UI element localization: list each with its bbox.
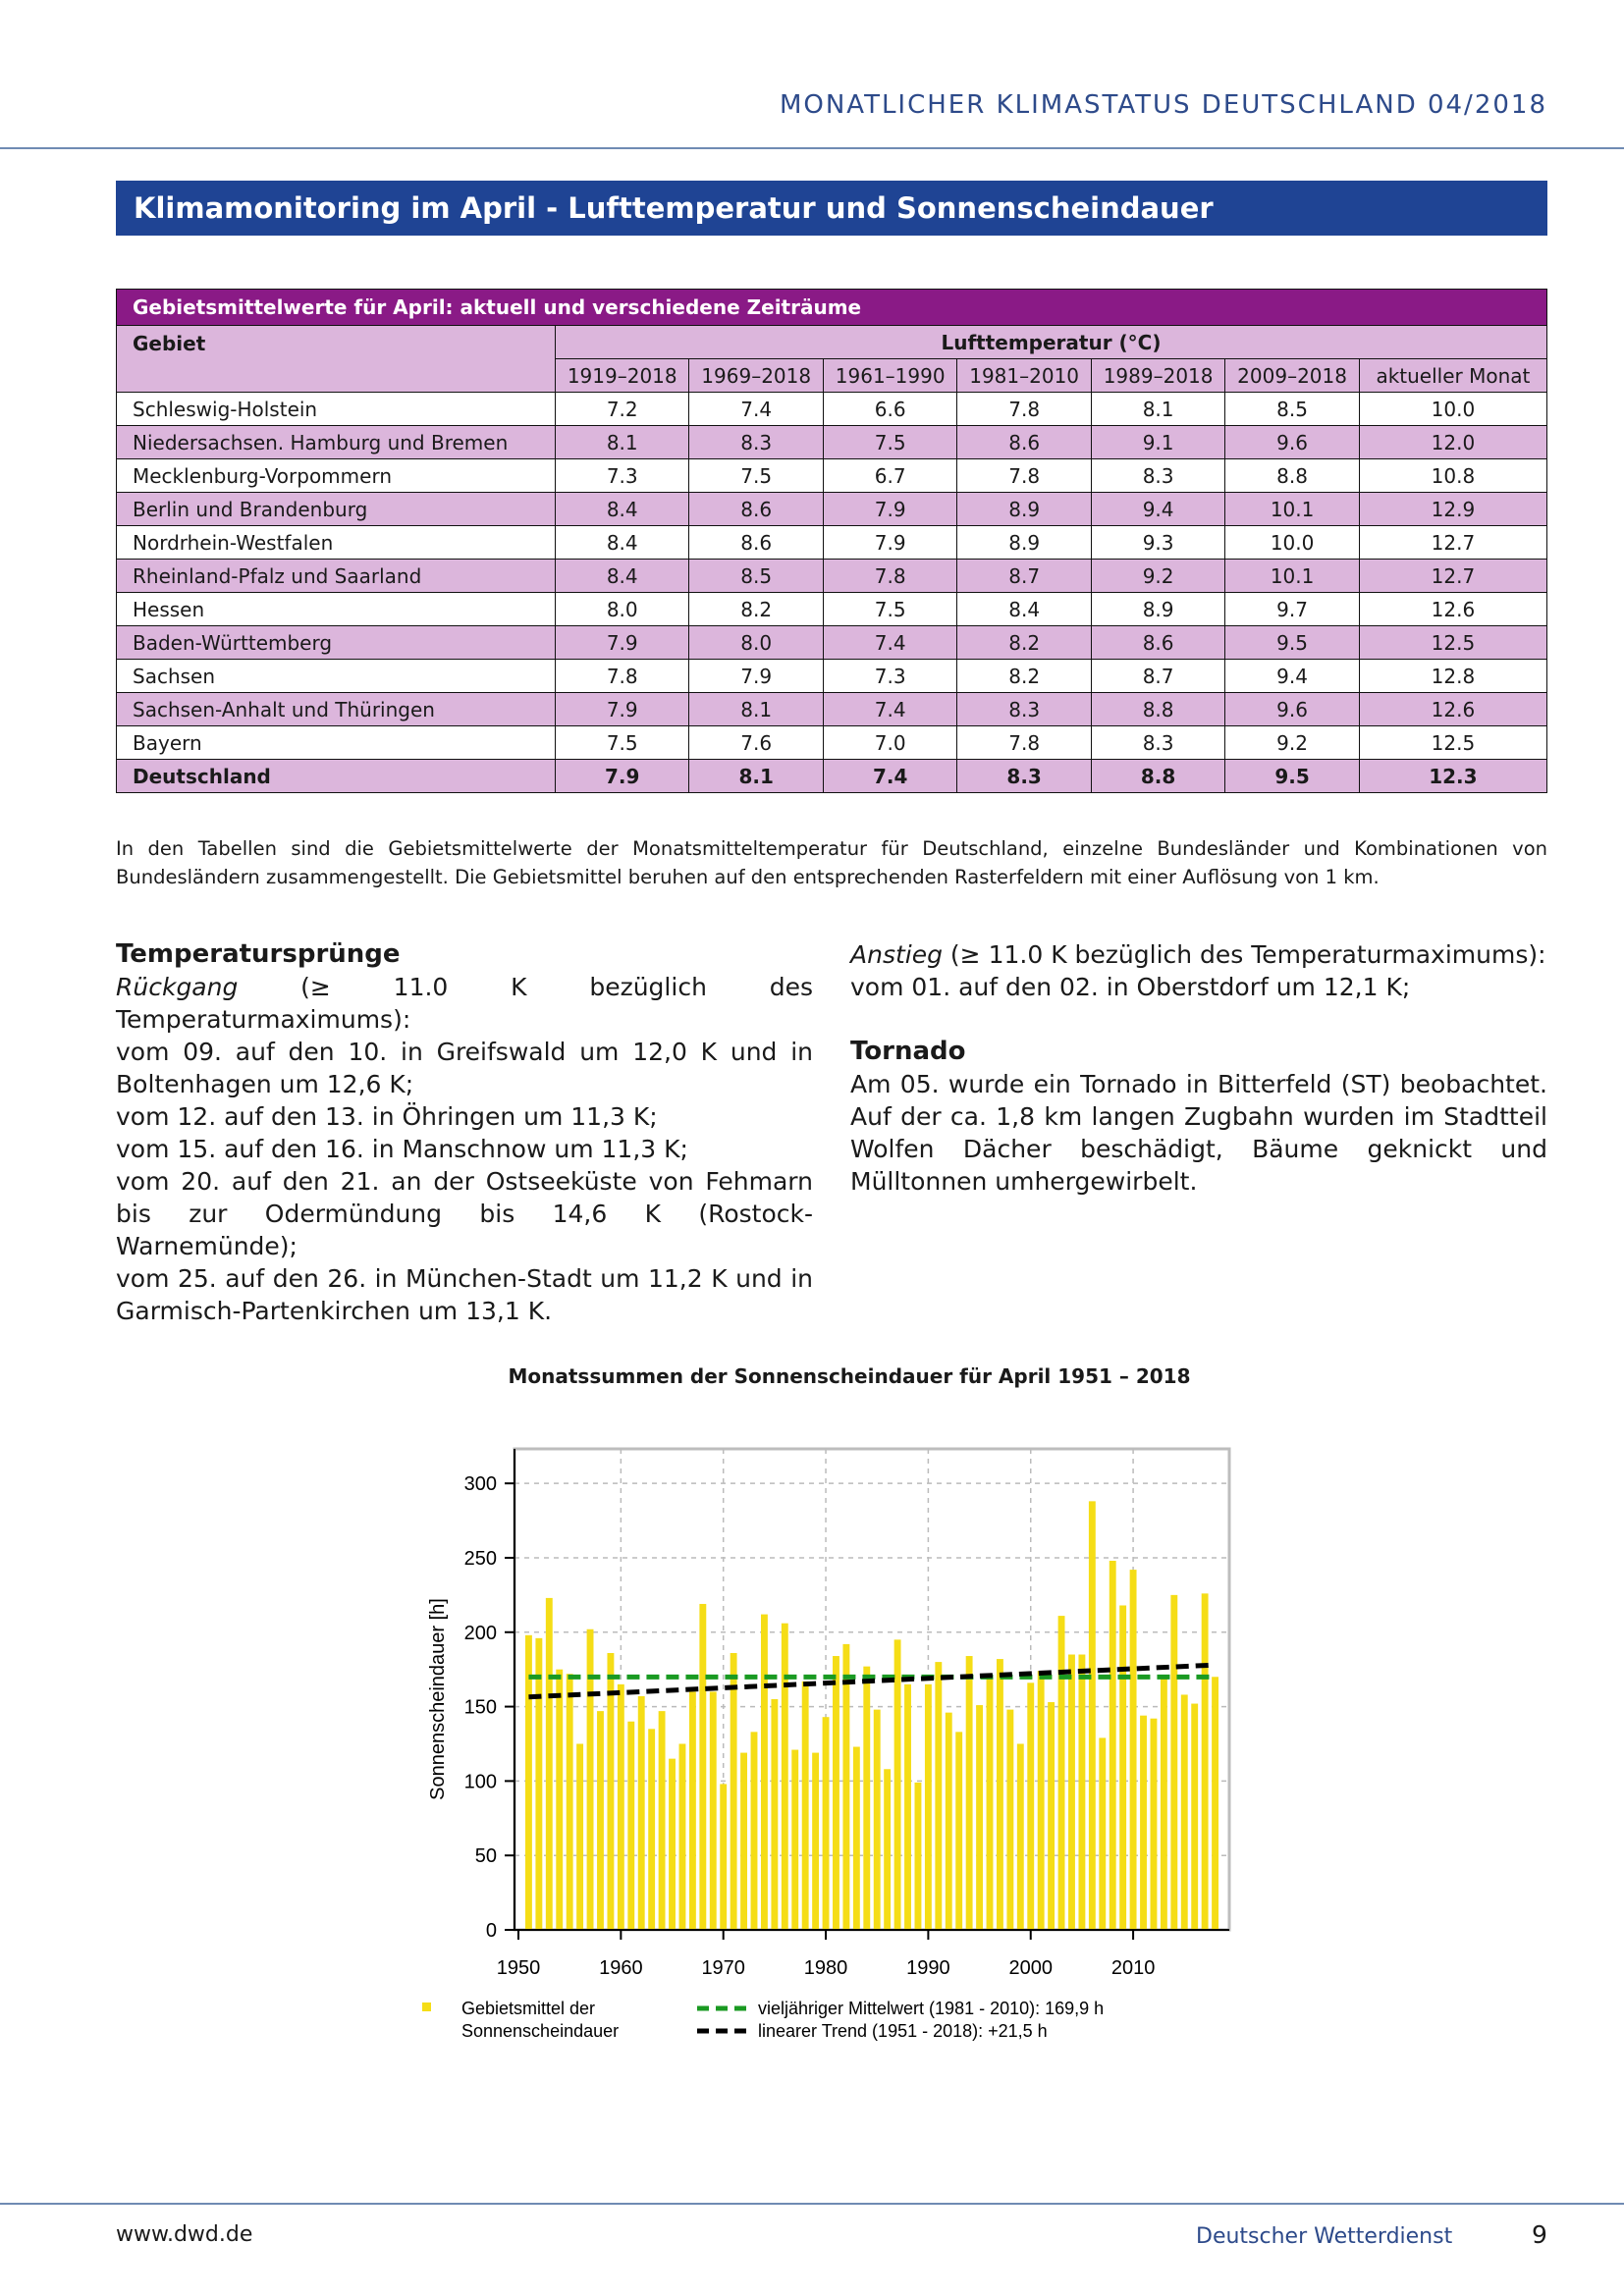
table-row: [117, 693, 1547, 726]
bar-1967: [689, 1691, 696, 1930]
bar-2017: [1202, 1593, 1209, 1930]
bar-1979: [812, 1753, 819, 1930]
value-cell: 9.3: [1091, 526, 1224, 560]
bar-2011: [1140, 1716, 1147, 1930]
column-header-region: Gebiet: [117, 326, 556, 393]
table-row: [117, 426, 1547, 459]
value-cell: 7.8: [957, 393, 1091, 426]
bar-2005: [1078, 1655, 1085, 1930]
x-tick-label: 1970: [701, 1957, 745, 1979]
bar-1952: [535, 1638, 542, 1930]
table-note: In den Tabellen sind die Gebietsmittelwerte der Monatsmitteltemperatur für Deutschland, einzelne Bundesländer und Kombinationen von Bundesländern zusammengestellt. Die Gebietsmittel beruhen auf den entsprechenden Rasterfeldern mit einer Auflösung von 1 km.: [116, 837, 1547, 888]
bar-1962: [638, 1696, 645, 1930]
period-header: 1969–2018: [689, 359, 823, 393]
period-header: 1981–2010: [957, 359, 1091, 393]
value-cell: 8.0: [556, 593, 689, 626]
drop-line: vom 09. auf den 10. in Greifswald um 12,0 K und in Boltenhagen um 12,6 K;: [116, 1038, 813, 1098]
bar-1982: [842, 1644, 849, 1930]
value-cell: 9.4: [1225, 660, 1359, 693]
header-divider: [0, 147, 1624, 149]
y-tick-label: 150: [463, 1696, 497, 1719]
value-cell: 12.9: [1359, 493, 1546, 526]
bar-2007: [1099, 1737, 1106, 1930]
region-cell: Niedersachsen. Hamburg und Bremen: [117, 426, 556, 459]
value-cell: 8.9: [957, 493, 1091, 526]
table-caption: Gebietsmittelwerte für April: aktuell und verschiedene Zeiträume: [117, 290, 1547, 326]
bar-1987: [894, 1639, 901, 1930]
table-row: [117, 493, 1547, 526]
table-row: [117, 560, 1547, 593]
x-tick-label: 2010: [1110, 1957, 1156, 1979]
y-tick-label: 300: [463, 1473, 497, 1496]
sunshine-chart: [393, 1433, 1276, 2101]
bar-1968: [699, 1604, 706, 1930]
bar-1966: [679, 1743, 686, 1930]
value-cell: 8.3: [1091, 726, 1224, 760]
footer-organization: Deutscher Wetterdienst: [1196, 2224, 1453, 2249]
bar-1993: [955, 1732, 962, 1930]
y-tick-label: 0: [485, 1920, 497, 1942]
value-cell: 7.8: [957, 459, 1091, 493]
right-column: [850, 938, 1547, 1198]
y-tick-label: 50: [474, 1845, 497, 1868]
y-tick-label: 100: [463, 1771, 497, 1793]
bar-1974: [761, 1615, 768, 1930]
value-cell: 12.7: [1359, 526, 1546, 560]
table-row: [117, 459, 1547, 493]
drop-line: vom 25. auf den 26. in München-Stadt um 11,2 K und in Garmisch-Partenkirchen um 13,1 K.: [116, 1264, 813, 1325]
region-cell: Bayern: [117, 726, 556, 760]
tornado-text: Am 05. wurde ein Tornado in Bitterfeld (ST) beobachtet. Auf der ca. 1,8 km langen Zugbahn wurden im Stadtteil Wolfen Dächer beschädigt, Bäume geknickt und Mülltonnen umhergewirbelt.: [850, 1070, 1547, 1196]
bar-1981: [833, 1656, 839, 1930]
value-cell: 9.5: [1225, 626, 1359, 660]
period-header: 1961–1990: [823, 359, 956, 393]
value-cell: 8.8: [1091, 760, 1224, 793]
tornado-heading: Tornado: [850, 1037, 966, 1066]
value-cell: 12.0: [1359, 426, 1546, 459]
value-cell: 12.8: [1359, 660, 1546, 693]
legend-label-bars-line2: Sonnenscheindauer: [461, 2021, 620, 2041]
value-cell: 8.5: [689, 560, 823, 593]
rise-criterion: (≥ 11.0 K bezüglich des Temperaturmaximums):: [942, 940, 1546, 969]
bar-2010: [1130, 1570, 1137, 1930]
value-cell: 7.5: [689, 459, 823, 493]
page-number: 9: [1532, 2220, 1547, 2249]
bar-1965: [669, 1759, 676, 1930]
value-cell: 10.1: [1225, 560, 1359, 593]
bar-1996: [987, 1677, 994, 1930]
drop-line: vom 20. auf den 21. an der Ostseeküste von Fehmarn bis zur Odermündung bis 14,6 K (Rostock-Warnemünde);: [116, 1167, 813, 1260]
value-cell: 8.1: [689, 693, 823, 726]
x-tick-label: 1990: [906, 1957, 950, 1979]
bar-1997: [997, 1659, 1003, 1930]
bar-2003: [1058, 1616, 1065, 1930]
region-cell: Rheinland-Pfalz und Saarland: [117, 560, 556, 593]
header-title: MONATLICHER KLIMASTATUS DEUTSCHLAND 04/2018: [779, 90, 1547, 120]
value-cell: 7.3: [556, 459, 689, 493]
value-cell: 7.8: [556, 660, 689, 693]
value-cell: 8.4: [556, 526, 689, 560]
bar-1985: [874, 1710, 881, 1930]
value-cell: 9.7: [1225, 593, 1359, 626]
bar-1999: [1017, 1743, 1024, 1930]
region-cell: Mecklenburg-Vorpommern: [117, 459, 556, 493]
bar-2015: [1181, 1694, 1188, 1930]
bar-2008: [1110, 1561, 1116, 1930]
value-cell: 12.3: [1359, 760, 1546, 793]
period-header: aktueller Monat: [1359, 359, 1546, 393]
drop-label: Rückgang: [116, 973, 239, 1001]
bar-2004: [1068, 1655, 1075, 1930]
value-cell: 9.6: [1225, 426, 1359, 459]
table-row: [117, 726, 1547, 760]
x-tick-label: 1950: [496, 1957, 541, 1979]
value-cell: 8.9: [1091, 593, 1224, 626]
value-cell: 8.1: [689, 760, 823, 793]
value-cell: 8.6: [689, 493, 823, 526]
value-cell: 8.2: [957, 660, 1091, 693]
value-cell: 7.5: [823, 593, 956, 626]
section-title: Klimamonitoring im April - Lufttemperatur und Sonnenscheindauer: [116, 181, 1547, 236]
bar-1961: [627, 1722, 634, 1930]
region-cell: Baden-Württemberg: [117, 626, 556, 660]
bar-1980: [823, 1717, 830, 1930]
value-cell: 10.0: [1225, 526, 1359, 560]
region-cell: Schleswig-Holstein: [117, 393, 556, 426]
drop-line: vom 12. auf den 13. in Öhringen um 11,3 K;: [116, 1102, 658, 1131]
value-cell: 7.9: [689, 660, 823, 693]
period-header: 1989–2018: [1091, 359, 1224, 393]
value-cell: 8.3: [1091, 459, 1224, 493]
bar-1955: [567, 1674, 573, 1930]
y-tick-label: 250: [463, 1547, 497, 1570]
bar-1964: [659, 1711, 666, 1930]
value-cell: 10.8: [1359, 459, 1546, 493]
table-row: [117, 393, 1547, 426]
value-cell: 8.7: [957, 560, 1091, 593]
bar-2013: [1161, 1676, 1167, 1930]
y-tick-label: 200: [463, 1622, 497, 1644]
value-cell: 10.1: [1225, 493, 1359, 526]
bar-1994: [966, 1656, 973, 1930]
value-cell: 8.4: [556, 560, 689, 593]
bar-1969: [710, 1691, 717, 1930]
bar-1976: [782, 1624, 788, 1930]
value-cell: 7.8: [957, 726, 1091, 760]
value-cell: 8.2: [689, 593, 823, 626]
value-cell: 9.2: [1225, 726, 1359, 760]
bar-1957: [587, 1629, 594, 1930]
value-cell: 7.9: [556, 626, 689, 660]
temperature-jumps-section: [116, 938, 813, 1327]
value-cell: 8.2: [957, 626, 1091, 660]
bar-2000: [1027, 1682, 1034, 1930]
value-cell: 7.5: [823, 426, 956, 459]
value-cell: 8.7: [1091, 660, 1224, 693]
table-row: [117, 760, 1547, 793]
drop-criterion: (≥ 11.0 K bezüglich des Temperaturmaximums):: [116, 973, 813, 1034]
value-cell: 7.2: [556, 393, 689, 426]
value-cell: 7.8: [823, 560, 956, 593]
value-cell: 7.9: [823, 526, 956, 560]
bar-1983: [853, 1747, 860, 1930]
bar-1989: [915, 1783, 922, 1930]
bar-2018: [1212, 1677, 1218, 1930]
column-group-header: Lufttemperatur (°C): [556, 326, 1547, 359]
region-cell: Berlin und Brandenburg: [117, 493, 556, 526]
bar-1978: [802, 1682, 809, 1930]
bar-1988: [904, 1684, 911, 1930]
bar-1973: [751, 1732, 758, 1930]
temperature-table: [116, 289, 1547, 793]
drop-intro: [116, 971, 813, 1036]
value-cell: 7.9: [556, 693, 689, 726]
bar-1971: [731, 1653, 737, 1930]
bar-2002: [1048, 1702, 1055, 1930]
rise-line: vom 01. auf den 02. in Oberstdorf um 12,1 K;: [850, 973, 1411, 1001]
value-cell: 8.5: [1225, 393, 1359, 426]
value-cell: 7.3: [823, 660, 956, 693]
legend-label-bars: Gebietsmittel der: [461, 1999, 596, 2018]
x-tick-label: 1980: [803, 1957, 848, 1979]
bar-1984: [863, 1667, 870, 1930]
value-cell: 8.9: [957, 526, 1091, 560]
table-row: [117, 593, 1547, 626]
temperature-jumps-heading: Temperatursprünge: [116, 939, 401, 969]
bar-2006: [1089, 1501, 1096, 1930]
value-cell: 7.4: [823, 760, 956, 793]
value-cell: 7.9: [823, 493, 956, 526]
bar-1991: [935, 1662, 942, 1930]
value-cell: 8.6: [1091, 626, 1224, 660]
drop-line: vom 15. auf den 16. in Manschnow um 11,3 K;: [116, 1135, 688, 1163]
value-cell: 9.5: [1225, 760, 1359, 793]
value-cell: 12.5: [1359, 726, 1546, 760]
value-cell: 9.1: [1091, 426, 1224, 459]
rise-label: Anstieg: [850, 940, 943, 969]
x-tick-label: 1960: [599, 1957, 643, 1979]
table-row: [117, 626, 1547, 660]
bar-1953: [546, 1598, 553, 1930]
bar-2012: [1151, 1719, 1158, 1930]
value-cell: 7.0: [823, 726, 956, 760]
region-cell: Sachsen-Anhalt und Thüringen: [117, 693, 556, 726]
bar-1975: [771, 1699, 778, 1930]
footer-divider: [0, 2203, 1624, 2205]
value-cell: 12.6: [1359, 693, 1546, 726]
bar-1992: [946, 1713, 952, 1930]
legend-label-trend: linearer Trend (1951 - 2018): +21,5 h: [758, 2021, 1048, 2041]
bar-1963: [648, 1729, 655, 1930]
period-header: 1919–2018: [556, 359, 689, 393]
value-cell: 8.6: [957, 426, 1091, 459]
rise-intro: [850, 938, 1547, 971]
legend-swatch-bars: [422, 2002, 431, 2011]
region-cell: Deutschland: [117, 760, 556, 793]
value-cell: 8.1: [556, 426, 689, 459]
value-cell: 10.0: [1359, 393, 1546, 426]
footer-url[interactable]: www.dwd.de: [116, 2222, 253, 2247]
region-cell: Hessen: [117, 593, 556, 626]
value-cell: 12.7: [1359, 560, 1546, 593]
value-cell: 7.4: [823, 626, 956, 660]
bar-1972: [740, 1753, 747, 1930]
region-cell: Sachsen: [117, 660, 556, 693]
bar-1960: [618, 1684, 624, 1930]
value-cell: 7.9: [556, 760, 689, 793]
bar-2016: [1191, 1704, 1198, 1930]
table-row: [117, 526, 1547, 560]
bar-1986: [884, 1769, 891, 1930]
value-cell: 9.4: [1091, 493, 1224, 526]
value-cell: 8.3: [957, 693, 1091, 726]
bar-1998: [1006, 1710, 1013, 1930]
value-cell: 8.3: [689, 426, 823, 459]
value-cell: 7.4: [823, 693, 956, 726]
value-cell: 8.4: [957, 593, 1091, 626]
value-cell: 8.1: [1091, 393, 1224, 426]
value-cell: 8.4: [556, 493, 689, 526]
value-cell: 8.3: [957, 760, 1091, 793]
value-cell: 9.2: [1091, 560, 1224, 593]
x-tick-label: 2000: [1008, 1957, 1053, 1979]
region-cell: Nordrhein-Westfalen: [117, 526, 556, 560]
value-cell: 12.6: [1359, 593, 1546, 626]
bar-1995: [976, 1705, 983, 1930]
value-cell: 12.5: [1359, 626, 1546, 660]
bar-1958: [597, 1711, 604, 1930]
value-cell: 9.6: [1225, 693, 1359, 726]
value-cell: 6.7: [823, 459, 956, 493]
y-axis-label: Sonnenscheindauer [h]: [427, 1598, 449, 1800]
value-cell: 6.6: [823, 393, 956, 426]
bar-2009: [1119, 1605, 1126, 1930]
chart-title: Monatssummen der Sonnenscheindauer für April 1951 – 2018: [508, 1364, 1191, 1388]
value-cell: 7.5: [556, 726, 689, 760]
value-cell: 7.6: [689, 726, 823, 760]
bar-1970: [720, 1784, 727, 1930]
bar-1990: [925, 1684, 932, 1930]
bar-2014: [1170, 1595, 1177, 1930]
value-cell: 8.8: [1091, 693, 1224, 726]
bar-1977: [791, 1750, 798, 1930]
value-cell: 8.6: [689, 526, 823, 560]
period-header: 2009–2018: [1225, 359, 1359, 393]
value-cell: 8.8: [1225, 459, 1359, 493]
bar-1956: [576, 1743, 583, 1930]
bar-2001: [1038, 1671, 1045, 1930]
legend-label-mean: vieljähriger Mittelwert (1981 - 2010): 169,9 h: [758, 1999, 1105, 2018]
value-cell: 8.0: [689, 626, 823, 660]
value-cell: 7.4: [689, 393, 823, 426]
bar-1954: [556, 1670, 563, 1930]
table-row: [117, 660, 1547, 693]
